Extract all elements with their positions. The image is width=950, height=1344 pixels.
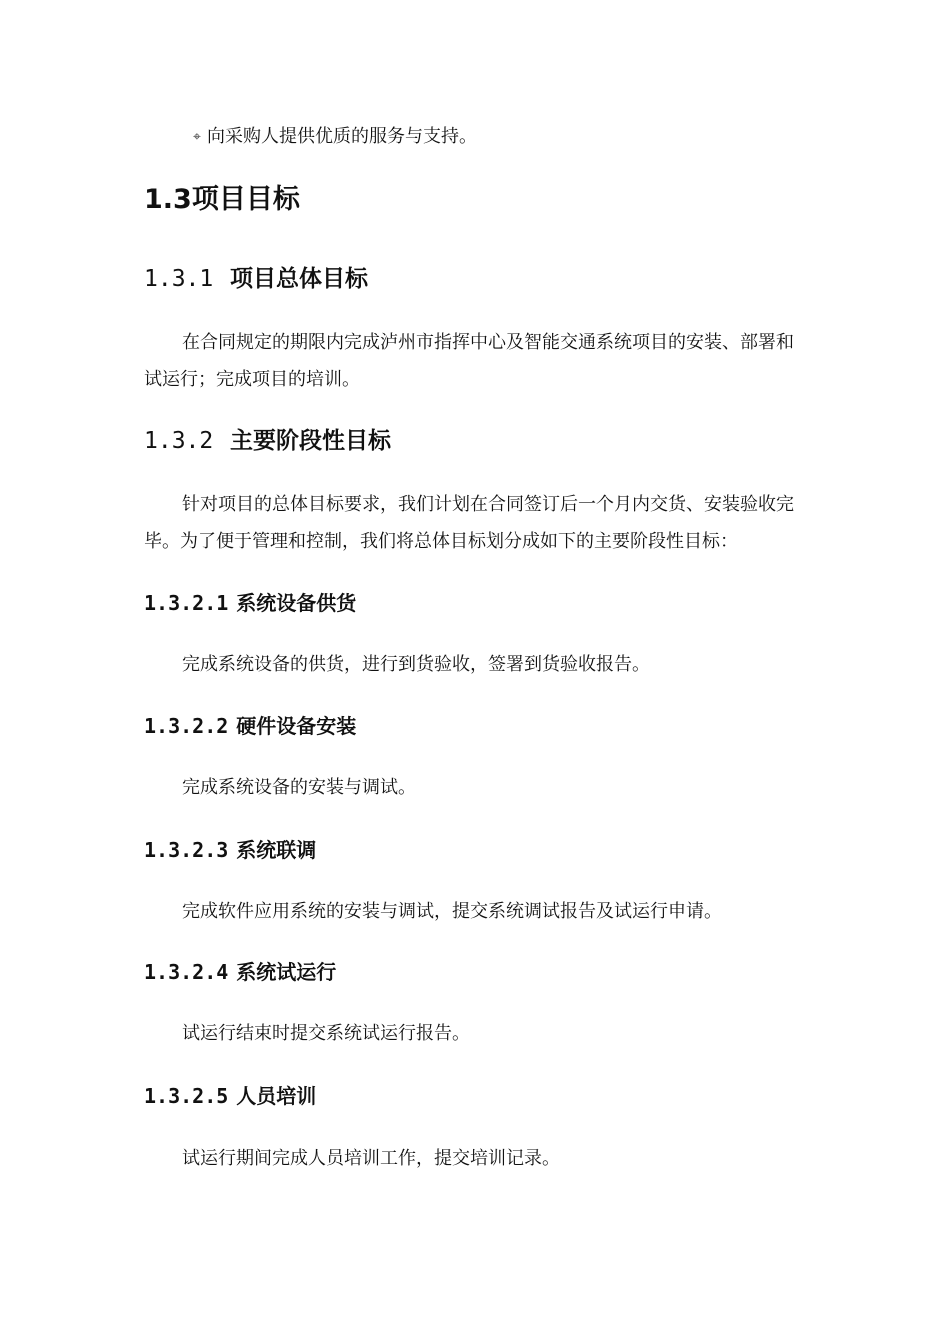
paragraph-1-3-2 [144,486,806,560]
heading-number: 1.3.1 [144,266,214,292]
heading-1-3-2-1 [144,589,356,617]
heading-title: 系统设备供货 [236,591,357,615]
heading-number: 1.3.2.1 [144,591,229,615]
heading-1-3-2 [144,425,391,457]
heading-number: 1.3.2.5 [144,1084,229,1108]
heading-1-3-2-4 [144,958,336,986]
paragraph-1-3-1 [144,324,806,398]
crosshair-bullet-icon: ⌖ [193,129,201,145]
paragraph-text: 针对项目的总体目标要求，我们计划在合同签订后一个月内交货、安装验收完毕。为了便于管理和控制，我们将总体目标划分成如下的主要阶段性目标： [144,494,794,552]
paragraph-1-3-2-4: 试运行结束时提交系统试运行报告。 [182,1023,470,1044]
paragraph-text: 在合同规定的期限内完成泸州市指挥中心及智能交通系统项目的安装、部署和试运行；完成项目的培训。 [144,332,794,390]
heading-title: 硬件设备安装 [236,714,357,738]
bullet-text: 向采购人提供优质的服务与支持。 [207,126,477,147]
heading-number: 1.3.2.2 [144,714,229,738]
heading-title: 人员培训 [236,1084,317,1108]
heading-title: 项目总体目标 [230,266,368,292]
heading-1-3-2-3 [144,836,316,864]
paragraph-1-3-2-5: 试运行期间完成人员培训工作，提交培训记录。 [182,1148,560,1169]
heading-number: 1.3.2.3 [144,838,229,862]
paragraph-1-3-2-3: 完成软件应用系统的安装与调试，提交系统调试报告及试运行申请。 [182,901,722,922]
heading-1-3-1 [144,263,368,295]
heading-1-3: 1.3项目目标 [144,184,300,215]
paragraph-1-3-2-2: 完成系统设备的安装与调试。 [182,777,416,798]
heading-title: 系统联调 [236,838,317,862]
bullet-item [193,124,477,150]
heading-1-3-2-5 [144,1082,316,1110]
heading-1-3-2-2 [144,712,356,740]
heading-title: 系统试运行 [236,960,337,984]
heading-number: 1.3.2.4 [144,960,229,984]
paragraph-1-3-2-1: 完成系统设备的供货，进行到货验收，签署到货验收报告。 [182,654,650,675]
heading-number: 1.3.2 [144,428,214,454]
heading-title: 主要阶段性目标 [230,428,391,454]
